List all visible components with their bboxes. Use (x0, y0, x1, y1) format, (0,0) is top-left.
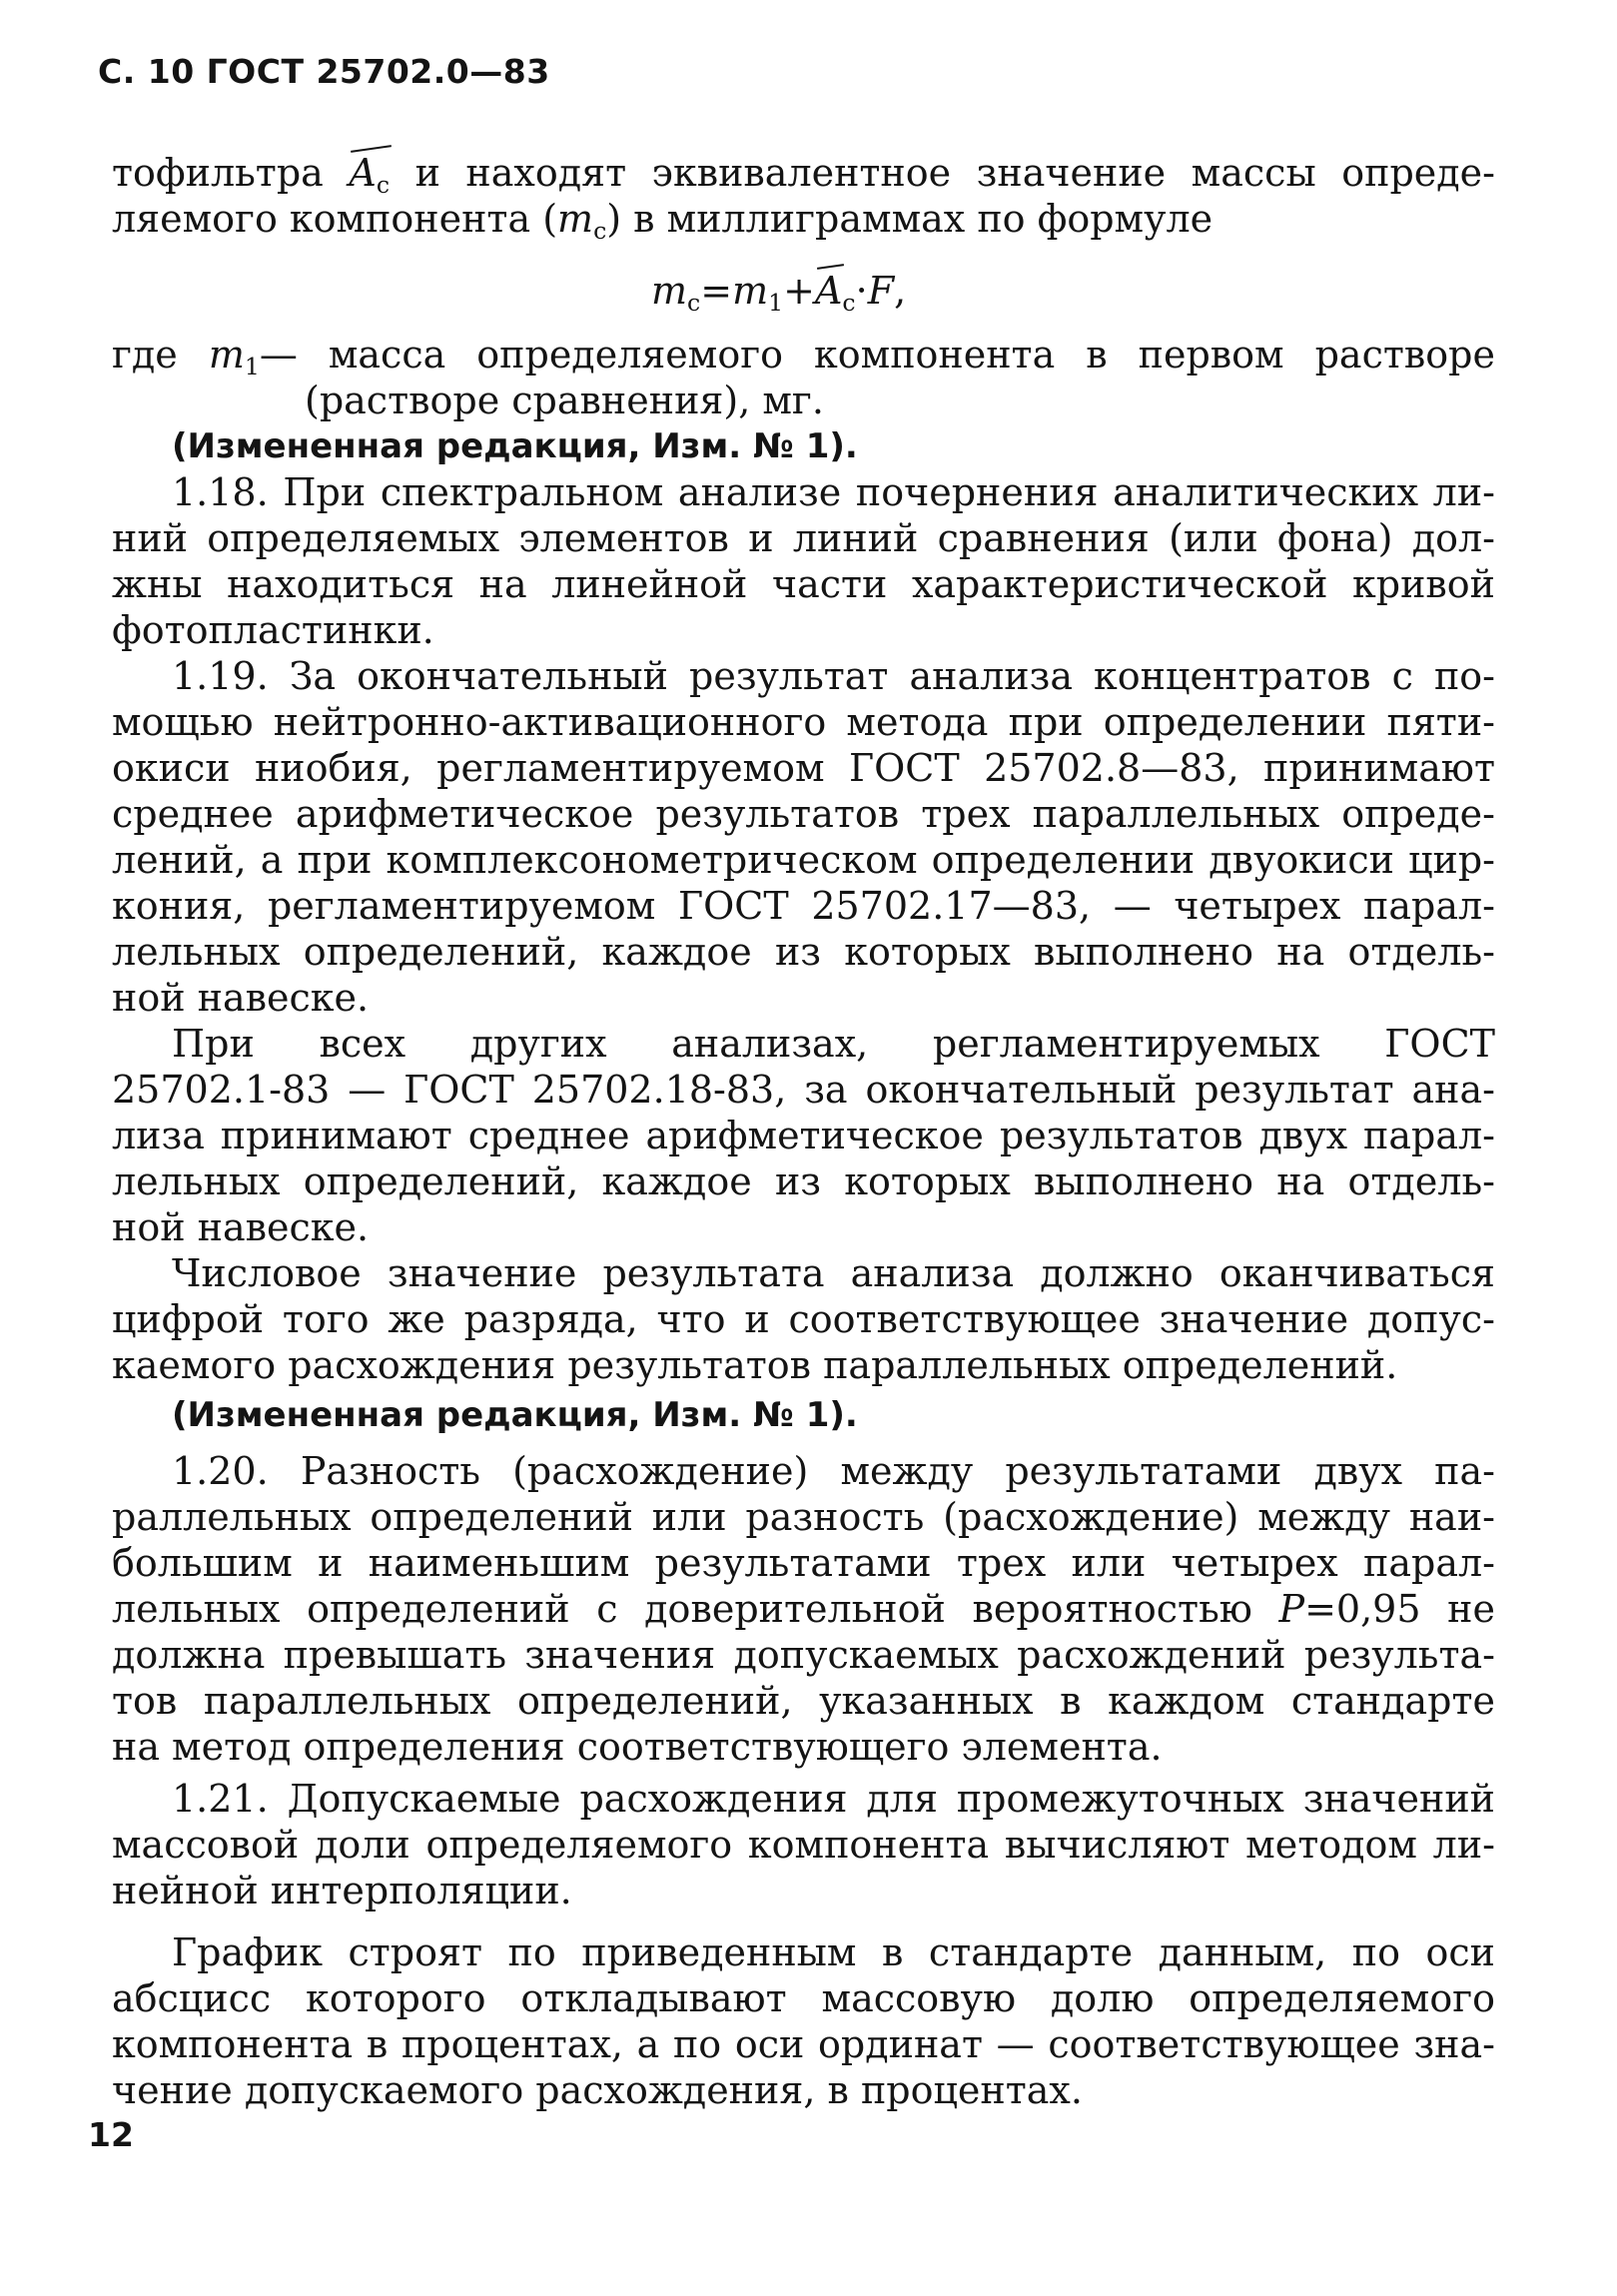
text-line: ляемого компонента (mс) в миллиграммах по формуле (112, 197, 1213, 246)
formula: mс=m1+Aс·F, (651, 269, 907, 318)
text-line: фотопластинки. (112, 608, 434, 652)
text-line: компонента в процентах, а по оси ординат — соответствующее зна- (112, 2022, 1495, 2066)
text-line: нейной интерполяции. (112, 1869, 572, 1913)
text-line: мощью нейтронно-активационного метода при определении пяти- (112, 700, 1495, 744)
paragraph-graph: График строят по приведенным в стандарте данным, по оси (172, 1930, 1495, 1974)
text-line: лельных определений, каждое из которых выполнено на отдель- (112, 1159, 1495, 1203)
text-line: лиза принимают среднее арифметическое результатов двух парал- (112, 1114, 1495, 1157)
text-line: 25702.1-83 — ГОСТ 25702.18-83, за окончательный результат ана- (112, 1068, 1495, 1112)
page-header: С. 10 ГОСТ 25702.0—83 (98, 52, 550, 91)
paragraph-1-18: 1.18. При спектральном анализе почернения аналитических ли- (172, 470, 1495, 514)
text-line: цифрой того же разряда, что и соответствующее значение допус- (112, 1297, 1495, 1341)
amendment-note: (Измененная редакция, Изм. № 1). (172, 426, 858, 466)
text-line: большим и наименьшим результатами трех или четырех парал- (112, 1541, 1495, 1585)
page-number: 12 (88, 2115, 134, 2154)
text-line: лельных определений, каждое из которых выполнено на отдель- (112, 930, 1495, 974)
paragraph-1-19: 1.19. За окончательный результат анализа концентратов с по- (172, 654, 1495, 698)
text-line: где m1— масса определяемого компонента в первом растворе (112, 333, 1495, 382)
text-line: окиси ниобия, регламентируемом ГОСТ 25702.8—83, принимают (112, 746, 1495, 790)
text-line: чение допускаемого расхождения, в процентах. (112, 2068, 1083, 2112)
text-line: ний определяемых элементов и линий сравнения (или фона) дол- (112, 516, 1495, 560)
text-line: ной навеске. (112, 1205, 370, 1249)
text-line: (растворе сравнения), мг. (305, 379, 824, 422)
symbol-a-bar: Aс (349, 151, 391, 200)
text-line: массовой доли определяемого компонента вычисляют методом ли- (112, 1823, 1495, 1867)
paragraph-1-21: 1.21. Допускаемые расхождения для промежуточных значений (172, 1777, 1495, 1821)
text-line: лельных определений с доверительной вероятностью P=0,95 не (112, 1587, 1495, 1631)
text-line: тофильтра Aс и находят эквивалентное значение массы опреде- (112, 151, 1495, 200)
text-line: каемого расхождения результатов параллельных определений. (112, 1343, 1398, 1387)
text-line: среднее арифметическое результатов трех параллельных опреде- (112, 792, 1495, 836)
symbol-mc: mс (557, 197, 607, 246)
text-line: кония, регламентируемом ГОСТ 25702.17—83, — четырех парал- (112, 884, 1495, 928)
text-line: абсцисс которого откладывают массовую долю определяемого (112, 1976, 1495, 2020)
text-line: должна превышать значения допускаемых расхождений результа- (112, 1633, 1495, 1677)
text-line: на метод определения соответствующего элемента. (112, 1725, 1163, 1769)
text-line: тов параллельных определений, указанных в каждом стандарте (112, 1679, 1495, 1723)
text-line: ной навеске. (112, 976, 370, 1020)
text-line: лений, а при комплексонометрическом определении двуокиси цир- (112, 838, 1495, 882)
paragraph-1-20: 1.20. Разность (расхождение) между результатами двух па- (172, 1449, 1495, 1493)
symbol-m1: m1 (208, 333, 260, 382)
paragraph-other-analyses: При всех других анализах, регламентируемых ГОСТ (172, 1022, 1495, 1066)
text-line: жны находиться на линейной части характеристической кривой (112, 562, 1495, 606)
amendment-note: (Измененная редакция, Изм. № 1). (172, 1395, 858, 1435)
paragraph-numeric-value: Числовое значение результата анализа должно оканчиваться (172, 1251, 1495, 1295)
text-line: раллельных определений или разность (расхождение) между наи- (112, 1495, 1495, 1539)
